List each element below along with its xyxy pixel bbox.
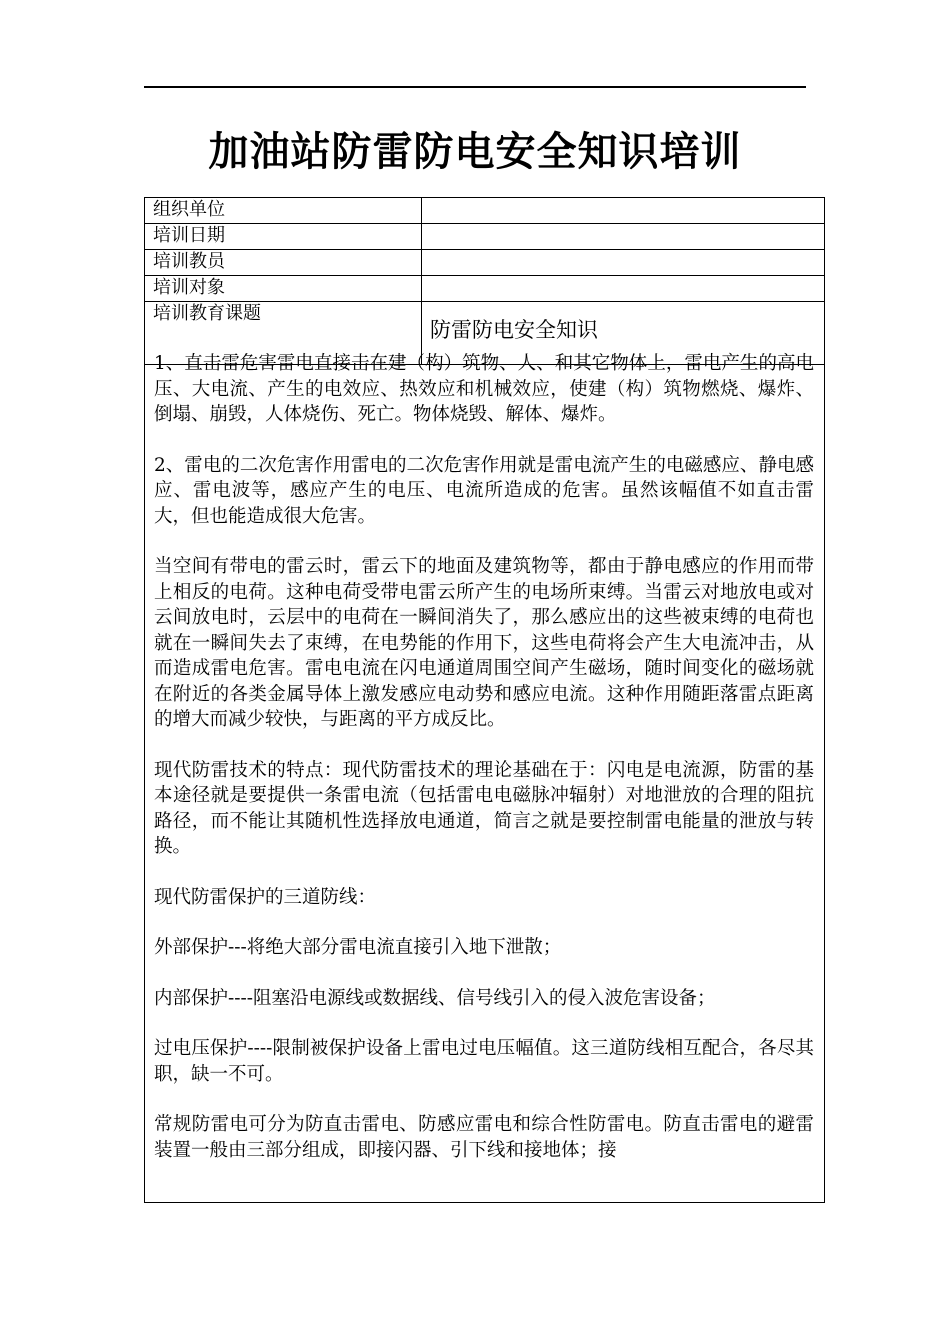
organizer-label: 组织单位 [145,198,422,224]
header-rule [144,86,806,88]
topic-label: 培训教育课题 [145,302,422,365]
content-paragraph: 外部保护---将绝大部分雷电流直接引入地下泄散； [154,937,562,958]
trainees-value [422,276,825,302]
table-row [145,224,825,250]
content-paragraph: 常规防雷电可分为防直击雷电、防感应雷电和综合性防雷电。防直击雷电的避雷装置一般由三部分组成，即接闪器、引下线和接地体；接 [154,1114,814,1161]
training-date-value [422,224,825,250]
content-paragraph: 内部保护----阻塞沿电源线或数据线、信号线引入的侵入波危害设备； [154,987,716,1009]
table-row [145,198,825,224]
trainees-label: 培训对象 [145,276,422,302]
content-paragraph: 1、直击雷危害雷电直接击在建（构）筑物、人、和其它物体上，雷电产生的高电压、大电流、产生的电效应、热效应和机械效应，使建（构）筑物燃烧、爆炸、倒塌、崩毁，人体烧伤、死亡。物体烧毁、解体、爆炸。 [154,353,814,425]
training-date-label: 培训日期 [145,224,422,250]
organizer-value [422,198,825,224]
topic-value: 防雷防电安全知识 [422,302,825,365]
content-paragraph: 现代防雷技术的特点：现代防雷技术的理论基础在于：闪电是电流源，防雷的基本途径就是要提供一条雷电流（包括雷电电磁脉冲辐射）对地泄放的合理的阻抗路径，而不能让其随机性选择放电通道，简言之就是要控制雷电能量的泄放与转换。 [154,759,814,857]
training-info-table [144,197,825,365]
content-paragraph: 过电压保护----限制被保护设备上雷电过电压幅值。这三道防线相互配合，各尽其职，缺一不可。 [154,1038,814,1085]
content-paragraph: 当空间有带电的雷云时，雷云下的地面及建筑物等，都由于静电感应的作用而带上相反的电荷。这种电荷受带电雷云所产生的电场所束缚。当雷云对地放电或对云间放电时，云层中的电荷在一瞬间消失了，那么感应出的这些被束缚的电荷也就在一瞬间失去了束缚，在电势能的作用下，这些电荷将会产生大电流冲击，从而造成雷电危害。雷电电流在闪电通道周围空间产生磁场，随时间变化的磁场就在附近的各类金属导体上激发感应电动势和感应电流。这种作用随距落雷点距离的增大而减少较快，与距离的平方成反比。 [154,556,814,730]
trainer-label: 培训教员 [145,250,422,276]
table-row [145,250,825,276]
document-title: 加油站防雷防电安全知识培训 [208,129,742,175]
content-paragraph: 2、雷电的二次危害作用雷电的二次危害作用就是雷电流产生的电磁感应、静电感应、雷电波等，感应产生的电压、电流所造成的危害。虽然该幅值不如直击雷大，但也能造成很大危害。 [154,454,814,527]
content-paragraph: 现代防雷保护的三道防线： [154,886,377,908]
trainer-value [422,250,825,276]
training-content [144,347,825,1203]
table-row [145,276,825,302]
